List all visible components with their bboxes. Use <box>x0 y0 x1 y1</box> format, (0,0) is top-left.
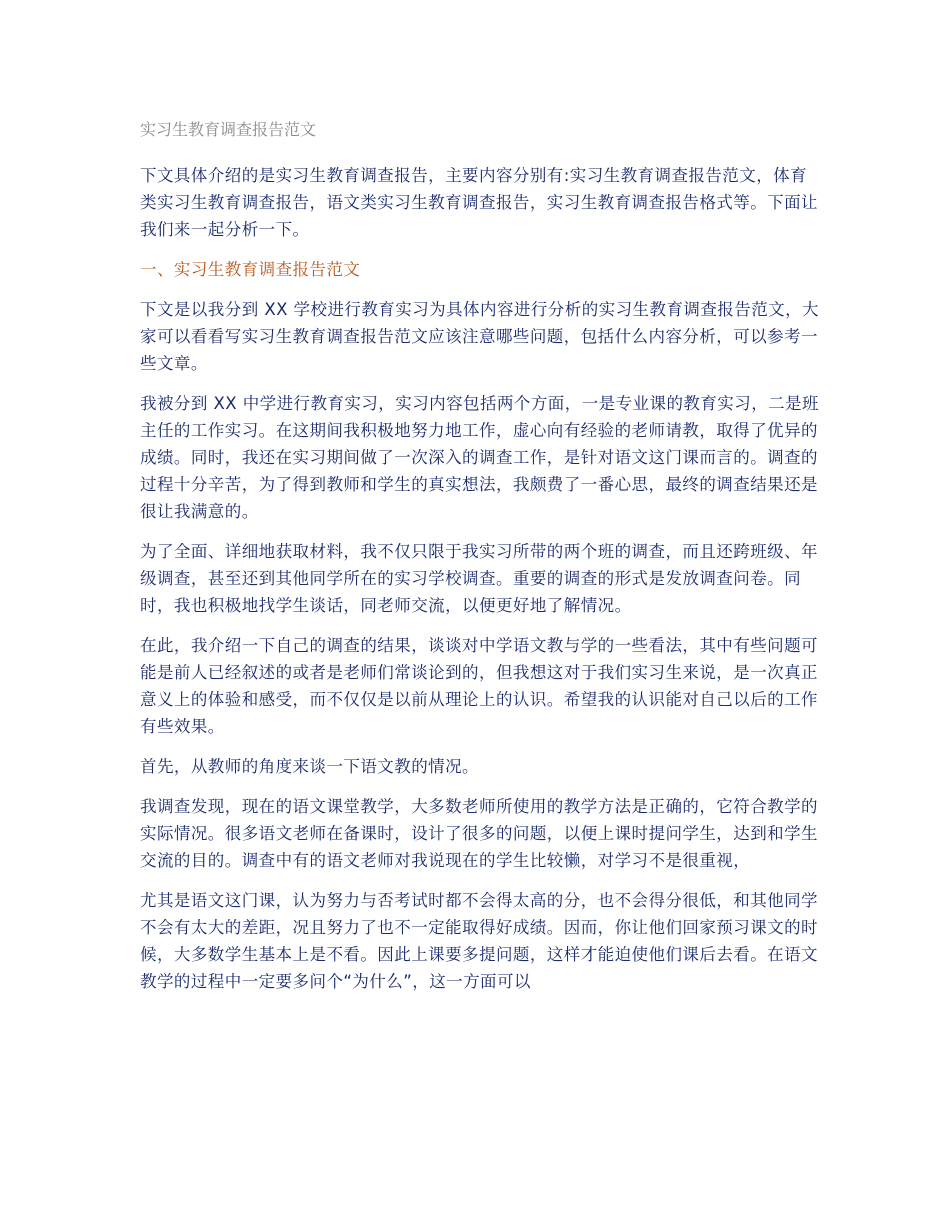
document-title: 实习生教育调查报告范文 <box>140 120 317 139</box>
paragraph-2: 我被分到 XX 中学进行教育实习，实习内容包括两个方面，一是专业课的教育实习，二是班主任的工作实习。在这期间我积极地努力地工作，虚心向有经验的老师请教，取得了优异的成绩。同时，我还在实习期间做了一次深入的调查工作，是针对语文这门课而言的。调查的过程十分辛苦，为了得到教师和学生的真实想法，我颇费了一番心思，最终的调查结果还是很让我满意的。 <box>140 394 819 521</box>
paragraph-5: 首先，从教师的角度来谈一下语文教的情况。 <box>140 757 479 776</box>
paragraph-6: 我调查发现，现在的语文课堂教学，大多数老师所使用的教学方法是正确的，它符合教学的实际情况。很多语文老师在备课时，设计了很多的问题，以便上课时提问学生，达到和学生交流的目的。调查中有的语文老师对我说现在的学生比较懒，对学习不是很重视， <box>140 797 818 870</box>
paragraph-4: 在此，我介绍一下自己的调查的结果，谈谈对中学语文教与学的一些看法，其中有些问题可能是前人已经叙述的或者是老师们常谈论到的，但我想这对于我们实习生来说，是一次真正意义上的体验和感受，而不仅仅是以前从理论上的认识。希望我的认识能对自己以后的工作有些效果。 <box>140 636 818 736</box>
document-body <box>140 162 822 1008</box>
paragraph-1: 下文是以我分到 XX 学校进行教育实习为具体内容进行分析的实习生教育调查报告范文，大家可以看看写实习生教育调查报告范文应该注意哪些问题，包括什么内容分析，可以参考一些文章。 <box>140 300 819 373</box>
paragraph-7: 尤其是语文这门课，认为努力与否考试时都不会得太高的分，也不会得分很低，和其他同学不会有太大的差距，况且努力了也不一定能取得好成绩。因而，你让他们回家预习课文的时候，大多数学生基本上是不看。因此上课要多提问题，这样才能迫使他们课后去看。在语文教学的过程中一定要多问个“为什么”，这一方面可以 <box>140 891 818 991</box>
paragraph-3: 为了全面、详细地获取材料，我不仅只限于我实习所带的两个班的调查，而且还跨班级、年级调查，甚至还到其他同学所在的实习学校调查。重要的调查的形式是发放调查问卷。同时，我也积极地找学生谈话，同老师交流，以便更好地了解情况。 <box>140 542 818 615</box>
section-heading: 一、实习生教育调查报告范文 <box>140 260 361 279</box>
intro-paragraph: 下文具体介绍的是实习生教育调查报告，主要内容分别有:实习生教育调查报告范文，体育类实习生教育调查报告，语文类实习生教育调查报告，实习生教育调查报告格式等。下面让我们来一起分析一下。 <box>140 166 818 239</box>
